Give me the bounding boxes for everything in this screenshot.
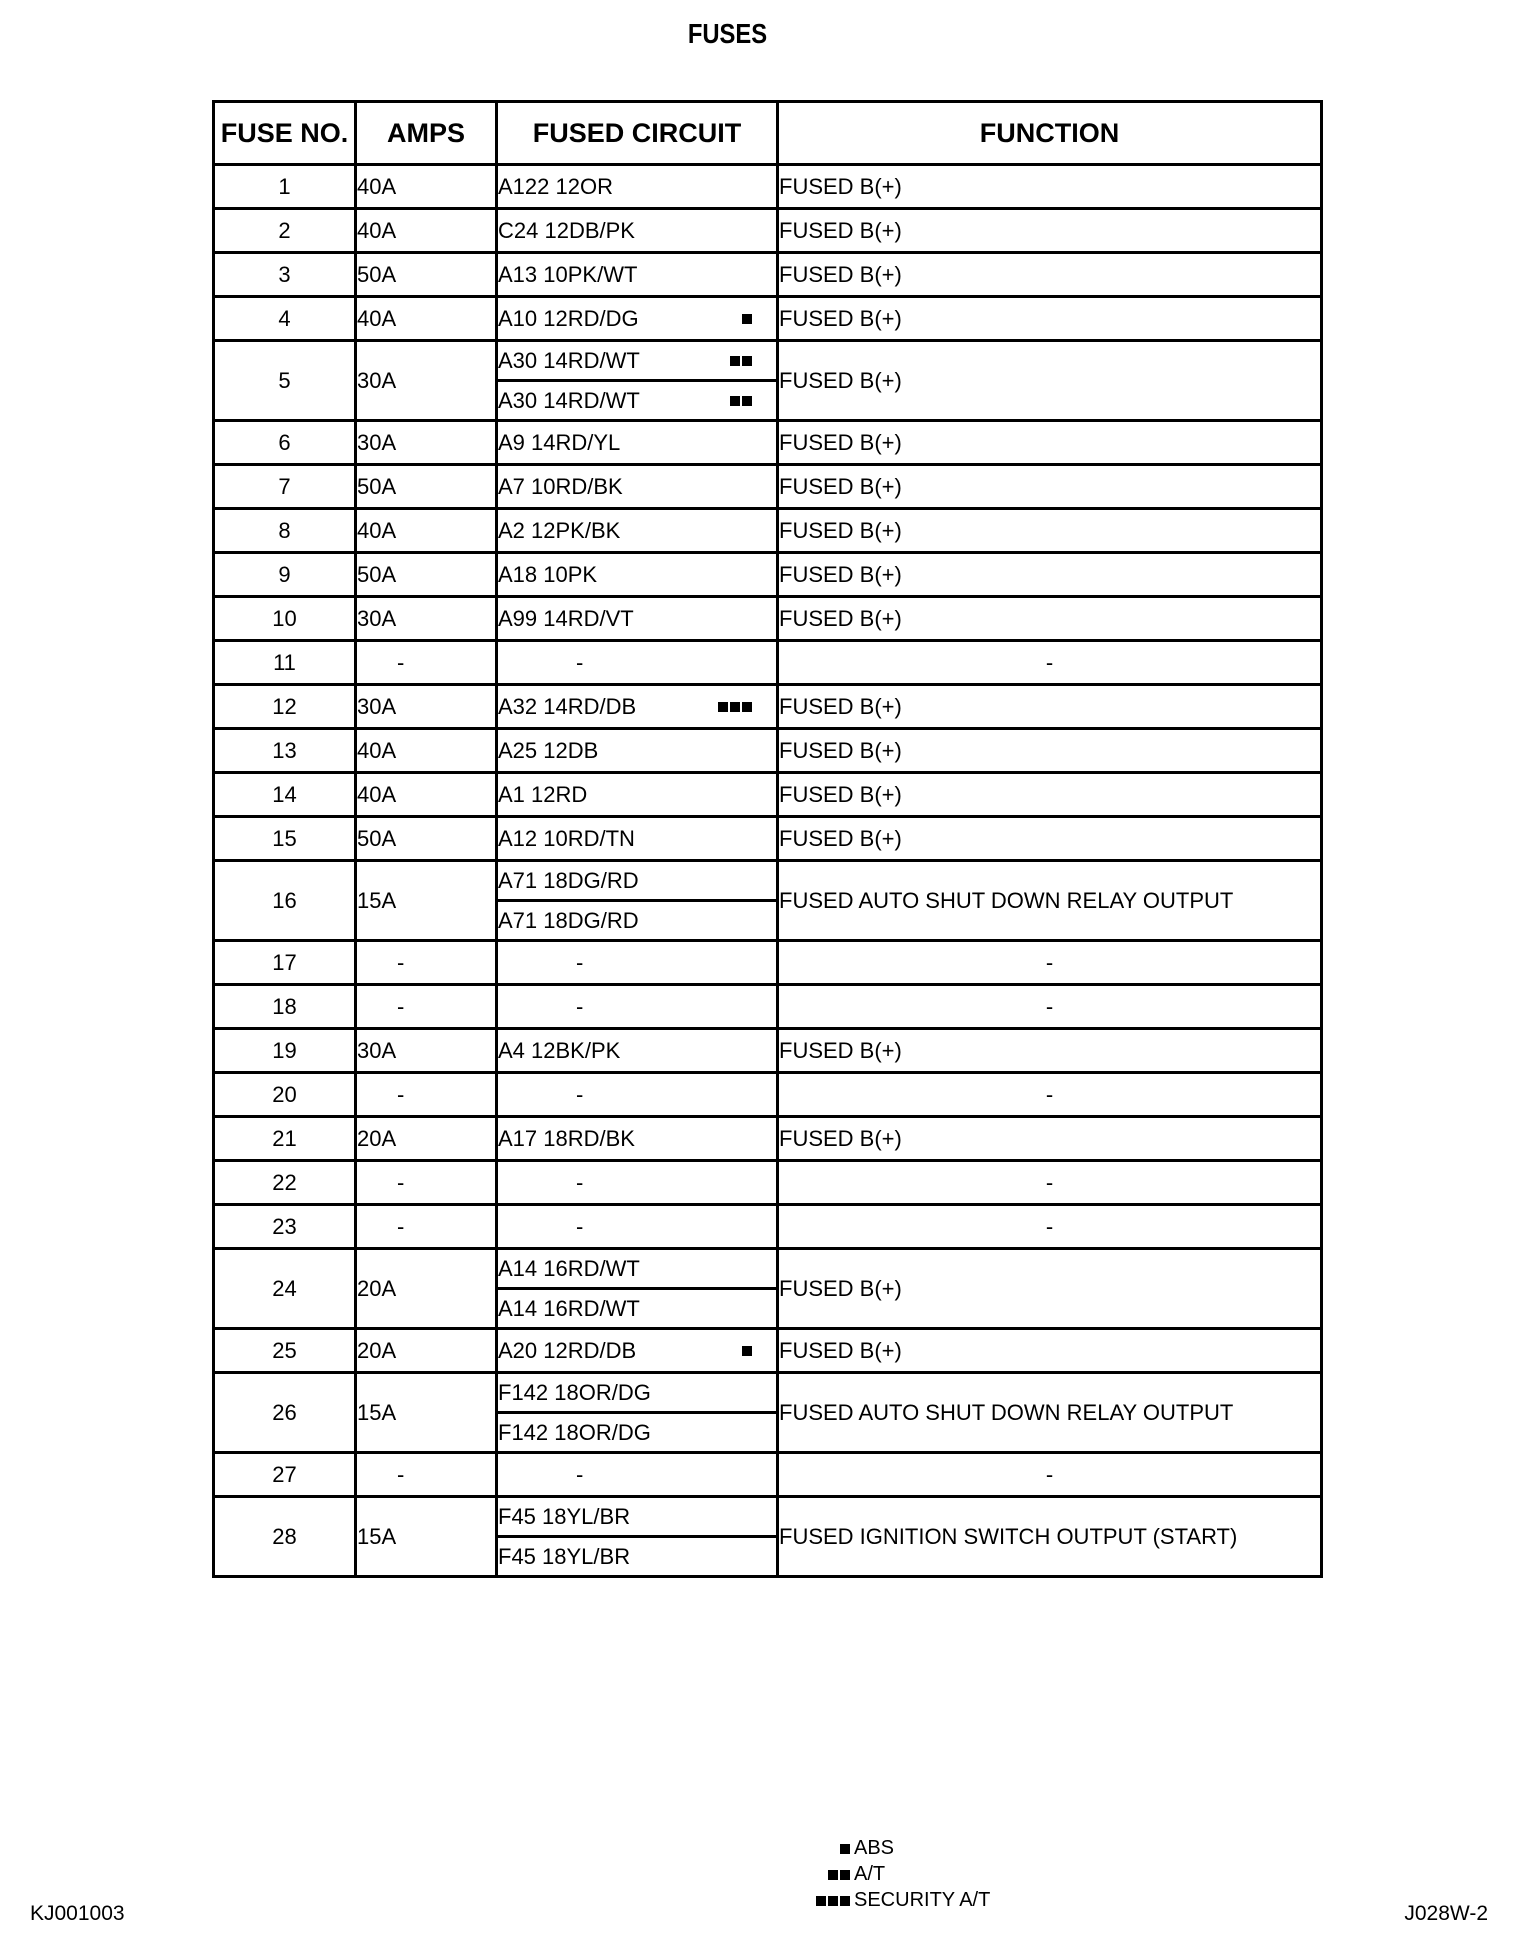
- amps-cell: 40A: [356, 165, 497, 209]
- table-row: [214, 209, 1322, 253]
- fused-circuit-cell: [497, 553, 778, 597]
- fused-circuit-cell: [497, 509, 778, 553]
- circuit-label: A122 12OR: [498, 173, 613, 199]
- table-row: [214, 297, 1322, 341]
- option-marker-icon: [728, 353, 752, 369]
- fuse-number-cell: 14: [214, 773, 356, 817]
- fuse-number-cell: 20: [214, 1073, 356, 1117]
- amps-cell: 40A: [356, 773, 497, 817]
- circuit-label: F45 18YL/BR: [498, 1543, 631, 1569]
- function-cell: FUSED B(+): [778, 1029, 1322, 1073]
- circuit-label: F142 18OR/DG: [498, 1379, 651, 1405]
- amps-cell: -: [356, 941, 497, 985]
- legend-item: [806, 1887, 990, 1913]
- fuse-number-cell: 1: [214, 165, 356, 209]
- fused-circuit-cell: [497, 1249, 778, 1289]
- table-row: [214, 1073, 1322, 1117]
- table-row: [214, 597, 1322, 641]
- fuse-table-body: [214, 165, 1322, 1577]
- square-icon: [828, 1896, 838, 1906]
- function-cell: -: [778, 941, 1322, 985]
- circuit-label: A9 14RD/YL: [498, 429, 621, 455]
- table-row: [214, 1249, 1322, 1289]
- function-cell: -: [778, 1161, 1322, 1205]
- amps-cell: 50A: [356, 253, 497, 297]
- fused-circuit-cell: [497, 421, 778, 465]
- amps-cell: 30A: [356, 597, 497, 641]
- amps-cell: 50A: [356, 465, 497, 509]
- circuit-label: A25 12DB: [498, 737, 599, 763]
- circuit-label: A20 12RD/DB: [498, 1337, 637, 1363]
- function-cell: -: [778, 1073, 1322, 1117]
- amps-cell: 40A: [356, 209, 497, 253]
- header-amps: AMPS: [356, 102, 497, 165]
- circuit-label: A32 14RD/DB: [498, 693, 637, 719]
- fused-circuit-cell: [497, 861, 778, 901]
- table-row: [214, 641, 1322, 685]
- table-row: [214, 553, 1322, 597]
- header-function: FUNCTION: [778, 102, 1322, 165]
- table-row: [214, 509, 1322, 553]
- amps-cell: 30A: [356, 1029, 497, 1073]
- circuit-label: -: [576, 949, 584, 975]
- function-cell: FUSED B(+): [778, 773, 1322, 817]
- fused-circuit-cell: [497, 1497, 778, 1537]
- circuit-label: -: [576, 993, 584, 1019]
- square-icon: [840, 1870, 850, 1880]
- circuit-label: F45 18YL/BR: [498, 1503, 631, 1529]
- circuit-label: A99 14RD/VT: [498, 605, 634, 631]
- fused-circuit-cell: [497, 341, 778, 381]
- circuit-label: A4 12BK/PK: [498, 1037, 621, 1063]
- amps-cell: 50A: [356, 817, 497, 861]
- legend-label: ABS: [854, 1837, 895, 1859]
- fused-circuit-cell: [497, 901, 778, 941]
- figure-code-right: J028W-2: [1404, 1902, 1488, 1925]
- circuit-label: A18 10PK: [498, 561, 598, 587]
- amps-cell: 40A: [356, 509, 497, 553]
- fused-circuit-cell: [497, 253, 778, 297]
- circuit-label: -: [576, 1213, 584, 1239]
- circuit-label: -: [576, 1169, 584, 1195]
- circuit-label: A7 10RD/BK: [498, 473, 623, 499]
- legend-marker-icon: [806, 1887, 850, 1913]
- fused-circuit-cell: [497, 729, 778, 773]
- fused-circuit-cell: [497, 941, 778, 985]
- amps-cell: -: [356, 1073, 497, 1117]
- fuse-number-cell: 24: [214, 1249, 356, 1329]
- amps-cell: -: [356, 1161, 497, 1205]
- table-row: [214, 773, 1322, 817]
- fused-circuit-cell: [497, 985, 778, 1029]
- table-header-row: [214, 102, 1322, 165]
- fuse-number-cell: 4: [214, 297, 356, 341]
- fused-circuit-cell: [497, 1029, 778, 1073]
- square-icon: [742, 396, 752, 406]
- fuse-number-cell: 6: [214, 421, 356, 465]
- option-marker-icon: [740, 1343, 752, 1359]
- function-cell: FUSED B(+): [778, 509, 1322, 553]
- circuit-label: A71 18DG/RD: [498, 907, 639, 933]
- table-row: [214, 1329, 1322, 1373]
- fused-circuit-cell: [497, 773, 778, 817]
- fuse-number-cell: 3: [214, 253, 356, 297]
- circuit-label: A13 10PK/WT: [498, 261, 638, 287]
- fuse-number-cell: 27: [214, 1453, 356, 1497]
- square-icon: [718, 702, 728, 712]
- circuit-label: C24 12DB/PK: [498, 217, 635, 243]
- table-row: [214, 165, 1322, 209]
- amps-cell: 50A: [356, 553, 497, 597]
- square-icon: [828, 1870, 838, 1880]
- table-row: [214, 1029, 1322, 1073]
- fused-circuit-cell: [497, 465, 778, 509]
- legend-label: A/T: [854, 1863, 886, 1885]
- fused-circuit-cell: [497, 1537, 778, 1577]
- fuse-number-cell: 26: [214, 1373, 356, 1453]
- fused-circuit-cell: [497, 685, 778, 729]
- square-icon: [742, 356, 752, 366]
- circuit-label: F142 18OR/DG: [498, 1419, 651, 1445]
- function-cell: -: [778, 1205, 1322, 1249]
- square-icon: [840, 1844, 850, 1854]
- figure-code-left: KJ001003: [30, 1902, 125, 1925]
- table-row: [214, 729, 1322, 773]
- circuit-label: A71 18DG/RD: [498, 867, 639, 893]
- square-icon: [742, 702, 752, 712]
- function-cell: FUSED B(+): [778, 165, 1322, 209]
- square-icon: [742, 1346, 752, 1356]
- option-marker-icon: [716, 699, 752, 715]
- table-row: [214, 985, 1322, 1029]
- table-row: [214, 861, 1322, 901]
- circuit-label: A30 14RD/WT: [498, 387, 640, 413]
- circuit-label: A14 16RD/WT: [498, 1255, 640, 1281]
- fuse-number-cell: 18: [214, 985, 356, 1029]
- square-icon: [840, 1896, 850, 1906]
- fuse-number-cell: 21: [214, 1117, 356, 1161]
- function-cell: -: [778, 641, 1322, 685]
- table-row: [214, 465, 1322, 509]
- fuse-number-cell: 15: [214, 817, 356, 861]
- fuse-number-cell: 23: [214, 1205, 356, 1249]
- amps-cell: -: [356, 1453, 497, 1497]
- function-cell: FUSED B(+): [778, 209, 1322, 253]
- fuse-number-cell: 19: [214, 1029, 356, 1073]
- fuse-number-cell: 10: [214, 597, 356, 641]
- circuit-label: -: [576, 1461, 584, 1487]
- fuse-number-cell: 9: [214, 553, 356, 597]
- legend-item: [806, 1835, 990, 1861]
- fused-circuit-cell: [497, 209, 778, 253]
- circuit-label: A30 14RD/WT: [498, 347, 640, 373]
- circuit-label: -: [576, 1081, 584, 1107]
- function-cell: FUSED B(+): [778, 685, 1322, 729]
- amps-cell: 40A: [356, 297, 497, 341]
- function-cell: FUSED B(+): [778, 465, 1322, 509]
- fuse-number-cell: 28: [214, 1497, 356, 1577]
- fused-circuit-cell: [497, 817, 778, 861]
- fuse-table: [212, 100, 1323, 1578]
- amps-cell: 30A: [356, 341, 497, 421]
- function-cell: FUSED B(+): [778, 729, 1322, 773]
- function-cell: FUSED AUTO SHUT DOWN RELAY OUTPUT: [778, 861, 1322, 941]
- amps-cell: -: [356, 641, 497, 685]
- fuse-number-cell: 2: [214, 209, 356, 253]
- square-icon: [816, 1896, 826, 1906]
- circuit-label: -: [576, 649, 584, 675]
- circuit-label: A14 16RD/WT: [498, 1295, 640, 1321]
- square-icon: [730, 702, 740, 712]
- fuse-number-cell: 12: [214, 685, 356, 729]
- amps-cell: -: [356, 985, 497, 1029]
- fuse-number-cell: 11: [214, 641, 356, 685]
- fused-circuit-cell: [497, 381, 778, 421]
- fused-circuit-cell: [497, 1329, 778, 1373]
- fuse-number-cell: 22: [214, 1161, 356, 1205]
- amps-cell: 20A: [356, 1249, 497, 1329]
- fused-circuit-cell: [497, 1289, 778, 1329]
- function-cell: FUSED B(+): [778, 253, 1322, 297]
- table-row: [214, 421, 1322, 465]
- fuse-number-cell: 8: [214, 509, 356, 553]
- header-fuse-no: FUSE NO.: [214, 102, 356, 165]
- table-row: [214, 341, 1322, 381]
- legend-label: SECURITY A/T: [854, 1889, 991, 1911]
- fuse-number-cell: 5: [214, 341, 356, 421]
- table-row: [214, 1161, 1322, 1205]
- square-icon: [730, 356, 740, 366]
- amps-cell: 20A: [356, 1117, 497, 1161]
- fuse-number-cell: 17: [214, 941, 356, 985]
- option-marker-icon: [740, 311, 752, 327]
- function-cell: FUSED B(+): [778, 817, 1322, 861]
- legend-marker-icon: [806, 1861, 850, 1887]
- fuse-number-cell: 13: [214, 729, 356, 773]
- legend-item: [806, 1861, 990, 1887]
- option-marker-icon: [728, 393, 752, 409]
- amps-cell: 30A: [356, 685, 497, 729]
- fused-circuit-cell: [497, 1117, 778, 1161]
- table-row: [214, 1453, 1322, 1497]
- table-row: [214, 817, 1322, 861]
- fused-circuit-cell: [497, 1073, 778, 1117]
- function-cell: FUSED B(+): [778, 341, 1322, 421]
- table-row: [214, 1497, 1322, 1537]
- fused-circuit-cell: [497, 1373, 778, 1413]
- amps-cell: 20A: [356, 1329, 497, 1373]
- table-row: [214, 253, 1322, 297]
- fuse-number-cell: 7: [214, 465, 356, 509]
- function-cell: FUSED B(+): [778, 597, 1322, 641]
- amps-cell: 15A: [356, 861, 497, 941]
- circuit-label: A17 18RD/BK: [498, 1125, 635, 1151]
- fused-circuit-cell: [497, 1413, 778, 1453]
- fused-circuit-cell: [497, 597, 778, 641]
- circuit-label: A1 12RD: [498, 781, 588, 807]
- page-title: FUSES: [687, 18, 768, 49]
- table-row: [214, 941, 1322, 985]
- amps-cell: 30A: [356, 421, 497, 465]
- amps-cell: 40A: [356, 729, 497, 773]
- fused-circuit-cell: [497, 641, 778, 685]
- amps-cell: -: [356, 1205, 497, 1249]
- fuse-number-cell: 16: [214, 861, 356, 941]
- fused-circuit-cell: [497, 1205, 778, 1249]
- function-cell: FUSED B(+): [778, 1249, 1322, 1329]
- table-row: [214, 1205, 1322, 1249]
- fused-circuit-cell: [497, 1453, 778, 1497]
- square-icon: [742, 314, 752, 324]
- function-cell: -: [778, 1453, 1322, 1497]
- legend-marker-icon: [806, 1835, 850, 1861]
- function-cell: FUSED B(+): [778, 1117, 1322, 1161]
- function-cell: FUSED IGNITION SWITCH OUTPUT (START): [778, 1497, 1322, 1577]
- function-cell: FUSED AUTO SHUT DOWN RELAY OUTPUT: [778, 1373, 1322, 1453]
- table-row: [214, 1117, 1322, 1161]
- circuit-label: A2 12PK/BK: [498, 517, 621, 543]
- circuit-label: A12 10RD/TN: [498, 825, 635, 851]
- function-cell: FUSED B(+): [778, 421, 1322, 465]
- header-fused-circuit: FUSED CIRCUIT: [497, 102, 778, 165]
- table-row: [214, 685, 1322, 729]
- legend: [806, 1835, 990, 1913]
- circuit-label: A10 12RD/DG: [498, 305, 639, 331]
- amps-cell: 15A: [356, 1497, 497, 1577]
- fuse-number-cell: 25: [214, 1329, 356, 1373]
- square-icon: [730, 396, 740, 406]
- fused-circuit-cell: [497, 165, 778, 209]
- fused-circuit-cell: [497, 1161, 778, 1205]
- fused-circuit-cell: [497, 297, 778, 341]
- function-cell: -: [778, 985, 1322, 1029]
- function-cell: FUSED B(+): [778, 1329, 1322, 1373]
- amps-cell: 15A: [356, 1373, 497, 1453]
- function-cell: FUSED B(+): [778, 553, 1322, 597]
- function-cell: FUSED B(+): [778, 297, 1322, 341]
- table-row: [214, 1373, 1322, 1413]
